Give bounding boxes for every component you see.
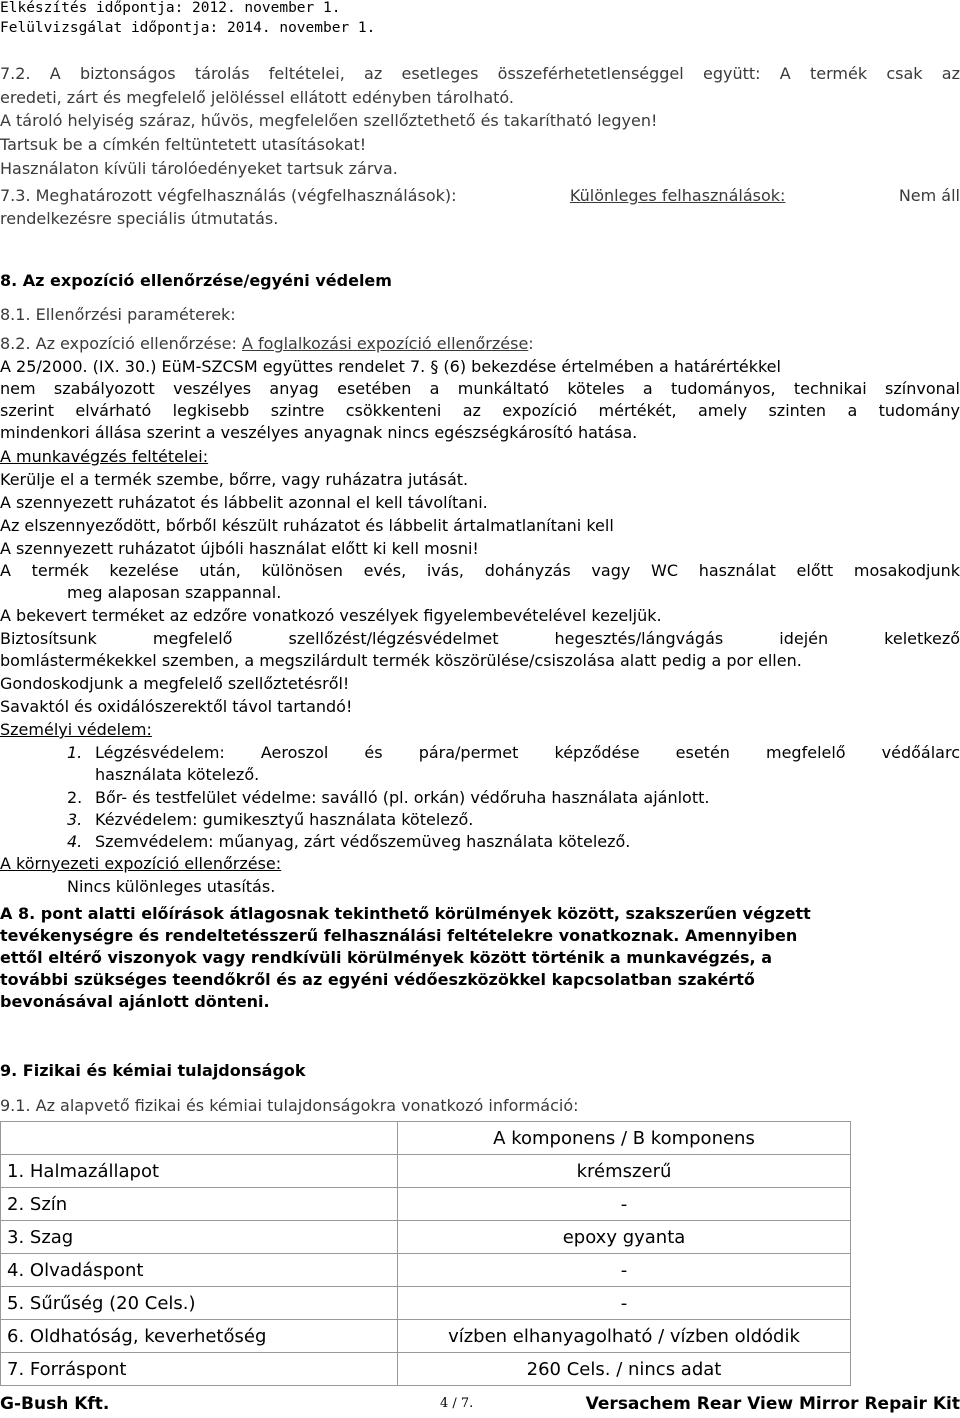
personal-4: 4. Szemvédelem: műanyag, zárt védőszemüveg használata kötelező.: [67, 832, 631, 851]
s8-p2: nem szabályozott veszélyes anyag esetében a munkáltató köteles a tudományos, technikai színvonal: [0, 379, 960, 398]
footer-company: G-Bush Kft.: [0, 1394, 110, 1414]
s7-3-line2: rendelkezésre speciális útmutatás.: [0, 209, 279, 228]
table-row: [1, 1287, 851, 1320]
property-label: 2. Szín: [1, 1188, 398, 1221]
property-value: -: [398, 1287, 851, 1320]
property-value: vízben elhanyagolható / vízben oldódik: [398, 1320, 851, 1353]
s7-3-line1: [0, 185, 960, 207]
created-date: Elkészítés időpontja: 2012. november 1.: [0, 0, 341, 16]
properties-table: [0, 1121, 851, 1386]
s7-2-line4: Tartsuk be a címkén feltüntetett utasításokat!: [0, 135, 367, 154]
work-4: A szennyezett ruházatot újbóli használat előtt ki kell mosni!: [0, 539, 479, 558]
table-header-empty: [1, 1122, 398, 1155]
work-1: Kerülje el a termék szembe, bőrre, vagy ruházatra jutását.: [0, 470, 469, 489]
s8-2: 8.2. Az expozíció ellenőrzése: A foglalkozási expozíció ellenőrzése:: [0, 334, 534, 353]
personal-2: 2. Bőr- és testfelület védelme: saválló (pl. orkán) védőruha használata ajánlott.: [67, 788, 710, 807]
s7-2-line2: eredeti, zárt és megfelelő jelöléssel ellátott edényben tárolható.: [0, 88, 515, 107]
footer-product: Versachem Rear View Mirror Repair Kit: [585, 1394, 960, 1414]
property-label: 7. Forráspont: [1, 1353, 398, 1386]
work-3: Az elszennyeződött, bőrből készült ruházatot és lábbelit ártalmatlanítani kell: [0, 516, 614, 535]
personal-1-cont: használata kötelező.: [95, 765, 260, 784]
table-row: [1, 1353, 851, 1386]
work-8: Biztosítsunk megfelelő szellőzést/légzésvédelmet hegesztés/lángvágás idején keletkező: [0, 629, 960, 648]
property-value: krémszerű: [398, 1155, 851, 1188]
personal-1-num: 1.: [67, 743, 83, 762]
property-label: 5. Sűrűség (20 Cels.): [1, 1287, 398, 1320]
s7-3-underlined: Különleges felhasználások:: [569, 186, 786, 205]
personal-1: [67, 742, 960, 764]
work-heading: A munkavégzés feltételei:: [0, 447, 209, 466]
s8-p4: mindenkori állása szerint a veszélyes anyagnak nincs egészségkárosító hatása.: [0, 423, 638, 442]
work-5: A termék kezelése után, különösen evés, ivás, dohányzás vagy WC használat előtt mosakodjunk: [0, 561, 960, 580]
work-6: meg alaposan szappannal.: [67, 583, 282, 602]
env-text: Nincs különleges utasítás.: [67, 877, 276, 896]
bold-1: A 8. pont alatti előírások átlagosnak tekinthető körülmények között, szakszerűen végzett: [0, 904, 811, 923]
personal-1-text: Légzésvédelem: Aeroszol és pára/permet képződése esetén megfelelő védőálarc: [95, 743, 960, 762]
property-value: epoxy gyanta: [398, 1221, 851, 1254]
property-value: 260 Cels. / nincs adat: [398, 1353, 851, 1386]
s7-2-line3: A tároló helyiség száraz, hűvös, megfelelően szellőztethető és takarítható legyen!: [0, 111, 658, 130]
property-value: -: [398, 1254, 851, 1287]
s8-1: 8.1. Ellenőrzési paraméterek:: [0, 305, 236, 324]
property-label: 6. Oldhatóság, keverhetőség: [1, 1320, 398, 1353]
s9-1: 9.1. Az alapvető fizikai és kémiai tulajdonságokra vonatkozó információ:: [0, 1096, 579, 1115]
property-value: -: [398, 1188, 851, 1221]
table-row: [1, 1254, 851, 1287]
bold-3: ettől eltérő viszonyok vagy rendkívüli körülmények között történik a munkavégzés, a: [0, 948, 772, 967]
env-heading: A környezeti expozíció ellenőrzése:: [0, 854, 282, 873]
property-label: 4. Olvadáspont: [1, 1254, 398, 1287]
work-10: Gondoskodjunk a megfelelő szellőztetésről!: [0, 674, 350, 693]
s8-p3: szerint elvárható legkisebb szintre csökkenteni az expozíció mértékét, amely szinten a tudomány: [0, 401, 960, 420]
bold-2: tevékenységre és rendeltetésszerű felhasználási feltételekre vonatkoznak. Amennyiben: [0, 926, 798, 945]
s7-2-line1: 7.2. A biztonságos tárolás feltételei, az esetleges összeférhetetlenséggel együtt: A termék csak az: [0, 64, 960, 83]
s7-3-suffix: Nem áll: [898, 186, 960, 205]
work-2: A szennyezett ruházatot és lábbelit azonnal el kell távolítani.: [0, 493, 488, 512]
s7-3-prefix: 7.3. Meghatározott végfelhasználás (végfelhasználások):: [0, 186, 457, 205]
table-header-row: [1, 1122, 851, 1155]
work-7: A bekevert terméket az edzőre vonatkozó veszélyek figyelembevételével kezeljük.: [0, 606, 662, 625]
table-row: [1, 1188, 851, 1221]
personal-3: 3. Kézvédelem: gumikesztyű használata kötelező.: [67, 810, 474, 829]
s8-p1: A 25/2000. (IX. 30.) EüM-SZCSM együttes rendelet 7. § (6) bekezdése értelmében a határértékkel: [0, 357, 781, 376]
table-row: [1, 1155, 851, 1188]
table-header-label: A komponens / B komponens: [398, 1122, 851, 1155]
s8-2-underlined: A foglalkozási expozíció ellenőrzése: [241, 334, 529, 353]
personal-heading: Személyi védelem:: [0, 720, 152, 739]
footer-page: 4 / 7.: [440, 1396, 474, 1411]
bold-5: bevonásával ajánlott dönteni.: [0, 992, 270, 1011]
table-row: [1, 1320, 851, 1353]
property-label: 1. Halmazállapot: [1, 1155, 398, 1188]
revised-date: Felülvizsgálat időpontja: 2014. november 1.: [0, 20, 376, 36]
s9-heading: 9. Fizikai és kémiai tulajdonságok: [0, 1061, 306, 1080]
s7-2-line5: Használaton kívüli tárolóedényeket tartsuk zárva.: [0, 159, 398, 178]
table-row: [1, 1221, 851, 1254]
work-11: Savaktól és oxidálószerektől távol tartandó!: [0, 697, 353, 716]
property-label: 3. Szag: [1, 1221, 398, 1254]
s8-heading: 8. Az expozíció ellenőrzése/egyéni védelem: [0, 271, 392, 290]
bold-4: további szükséges teendőkről és az egyéni védőeszközökkel kapcsolatban szakértő: [0, 970, 755, 989]
work-9: bomlástermékekkel szemben, a megszilárdult termék köszörülése/csiszolása alatt pedig a por ellen.: [0, 651, 802, 670]
